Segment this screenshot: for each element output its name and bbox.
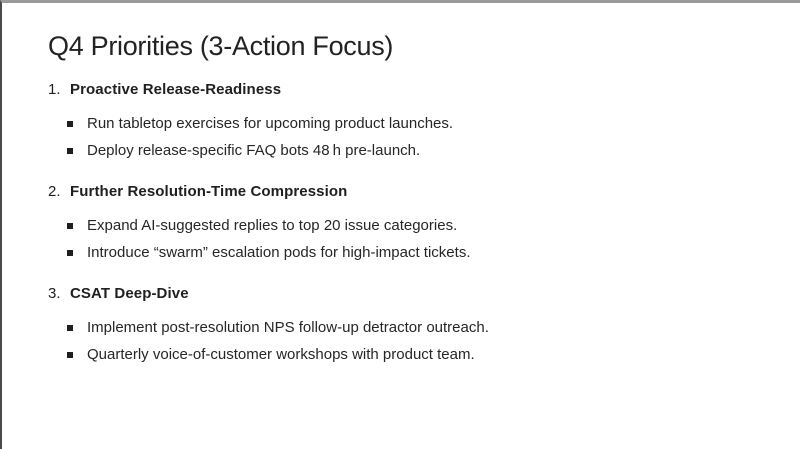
list-item: [67, 243, 770, 263]
list-item: [67, 114, 770, 134]
bullet-square-icon: [67, 148, 73, 154]
list-item: [67, 216, 770, 236]
item-heading: Further Resolution-Time Compression: [70, 183, 348, 200]
item-number: 3.: [48, 285, 61, 302]
item-heading-line: [48, 80, 770, 100]
item-heading-line: [48, 182, 770, 202]
bullet-list: [48, 114, 770, 161]
bullet-list: [48, 318, 770, 365]
item-heading-line: [48, 284, 770, 304]
slide-title: Q4 Priorities (3-Action Focus): [48, 31, 394, 61]
priority-item-2: [48, 182, 770, 263]
priority-item-1: [48, 80, 770, 161]
list-item: [67, 345, 770, 365]
bullet-square-icon: [67, 121, 73, 127]
bullet-text: Introduce “swarm” escalation pods for high-impact tickets.: [87, 244, 471, 261]
bullet-text: Expand AI-suggested replies to top 20 issue categories.: [87, 217, 458, 234]
bullet-list: [48, 216, 770, 263]
bullet-square-icon: [67, 250, 73, 256]
item-heading: CSAT Deep-Dive: [70, 285, 189, 302]
bullet-square-icon: [67, 223, 73, 229]
bullet-square-icon: [67, 325, 73, 331]
bullet-square-icon: [67, 352, 73, 358]
priority-item-3: [48, 284, 770, 365]
item-heading: Proactive Release-Readiness: [70, 81, 282, 98]
list-item: [67, 141, 770, 161]
bullet-text: Implement post-resolution NPS follow-up detractor outreach.: [87, 319, 489, 336]
item-number: 1.: [48, 81, 61, 98]
item-number: 2.: [48, 183, 61, 200]
list-item: [67, 318, 770, 338]
bullet-text: Quarterly voice-of-customer workshops with product team.: [87, 346, 475, 363]
bullet-text: Deploy release-specific FAQ bots 48 h pre-launch.: [87, 142, 421, 159]
bullet-text: Run tabletop exercises for upcoming product launches.: [87, 115, 454, 132]
